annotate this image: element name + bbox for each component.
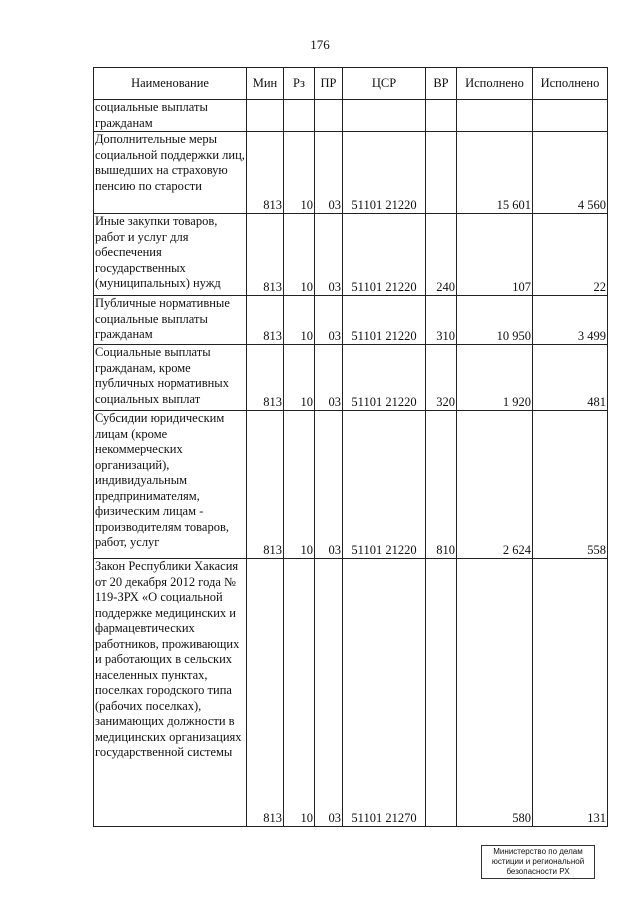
stamp-line: Министерство по делам: [493, 847, 583, 856]
cell-rz: 10: [284, 296, 315, 345]
cell-executed-1: 1 920: [457, 345, 533, 411]
cell-executed-2: 481: [533, 345, 608, 411]
cell-pr: 03: [315, 345, 343, 411]
header-csr: ЦСР: [343, 68, 426, 100]
page-number: 176: [310, 37, 330, 52]
budget-table: [93, 67, 608, 827]
cell-rz: 10: [284, 214, 315, 296]
cell-executed-1: 2 624: [457, 411, 533, 559]
cell-csr: 51101 21220: [343, 296, 426, 345]
cell-vr: 310: [426, 296, 457, 345]
cell-executed-2: 558: [533, 411, 608, 559]
header-name: Наименование: [94, 68, 247, 100]
cell-name: Публичные нормативные социальные выплаты гражданам: [94, 296, 247, 345]
table-header-row: [94, 68, 608, 100]
header-vr: ВР: [426, 68, 457, 100]
cell-executed-2: 4 560: [533, 132, 608, 214]
cell-csr: 51101 21220: [343, 214, 426, 296]
table-row: [94, 132, 608, 214]
cell-rz: 10: [284, 411, 315, 559]
cell-vr: [426, 559, 457, 827]
header-min: Мин: [247, 68, 284, 100]
cell-csr: 51101 21270: [343, 559, 426, 827]
cell-pr: 03: [315, 559, 343, 827]
table-row: [94, 559, 608, 827]
cell-name: Социальные выплаты гражданам, кроме публичных нормативных социальных выплат: [94, 345, 247, 411]
cell-vr: 320: [426, 345, 457, 411]
cell-min: 813: [247, 411, 284, 559]
cell-name: Иные закупки товаров, работ и услуг для обеспечения государственных (муниципальных) нужд: [94, 214, 247, 296]
cell-pr: 03: [315, 296, 343, 345]
cell-executed-2: 3 499: [533, 296, 608, 345]
cell-min: 813: [247, 345, 284, 411]
table-row: [94, 411, 608, 559]
cell-vr: 240: [426, 214, 457, 296]
cell-rz: [284, 100, 315, 132]
cell-min: 813: [247, 214, 284, 296]
cell-csr: 51101 21220: [343, 345, 426, 411]
table-row: [94, 345, 608, 411]
cell-executed-1: 580: [457, 559, 533, 827]
cell-executed-2: 22: [533, 214, 608, 296]
cell-executed-1: 107: [457, 214, 533, 296]
cell-pr: 03: [315, 214, 343, 296]
ministry-stamp: [481, 845, 595, 879]
cell-vr: [426, 100, 457, 132]
cell-pr: [315, 100, 343, 132]
cell-min: 813: [247, 132, 284, 214]
cell-name: социальные выплаты гражданам: [94, 100, 247, 132]
cell-name: Субсидии юридическим лицам (кроме некоммерческих организаций), индивидуальным предпринимателям, физическим лицам - производителям товаров, работ, услуг: [94, 411, 247, 559]
cell-name: Закон Республики Хакасия от 20 декабря 2012 года № 119-ЗРХ «О социальной поддержке медицинских и фармацевтических работников, проживающих и работающих в сельских населенных пунктах, поселках городского типа (рабочих поселках), занимающих должности в медицинских организациях государственной системы: [94, 559, 247, 827]
cell-min: 813: [247, 296, 284, 345]
table-row: [94, 100, 608, 132]
header-pr: ПР: [315, 68, 343, 100]
cell-min: [247, 100, 284, 132]
cell-pr: 03: [315, 411, 343, 559]
stamp-line: юстиции и региональной: [491, 857, 585, 866]
header-rz: Рз: [284, 68, 315, 100]
cell-executed-2: [533, 100, 608, 132]
cell-min: 813: [247, 559, 284, 827]
cell-rz: 10: [284, 559, 315, 827]
cell-pr: 03: [315, 132, 343, 214]
cell-executed-2: 131: [533, 559, 608, 827]
cell-rz: 10: [284, 132, 315, 214]
cell-executed-1: [457, 100, 533, 132]
table-row: [94, 296, 608, 345]
cell-name: Дополнительные меры социальной поддержки лиц, вышедших на страховую пенсию по старости: [94, 132, 247, 214]
cell-vr: 810: [426, 411, 457, 559]
cell-rz: 10: [284, 345, 315, 411]
cell-executed-1: 10 950: [457, 296, 533, 345]
table-row: [94, 214, 608, 296]
stamp-line: безопасности РХ: [506, 867, 570, 876]
cell-csr: [343, 100, 426, 132]
cell-vr: [426, 132, 457, 214]
cell-csr: 51101 21220: [343, 132, 426, 214]
header-executed-2: Исполнено: [533, 68, 608, 100]
header-executed-1: Исполнено: [457, 68, 533, 100]
cell-executed-1: 15 601: [457, 132, 533, 214]
cell-csr: 51101 21220: [343, 411, 426, 559]
